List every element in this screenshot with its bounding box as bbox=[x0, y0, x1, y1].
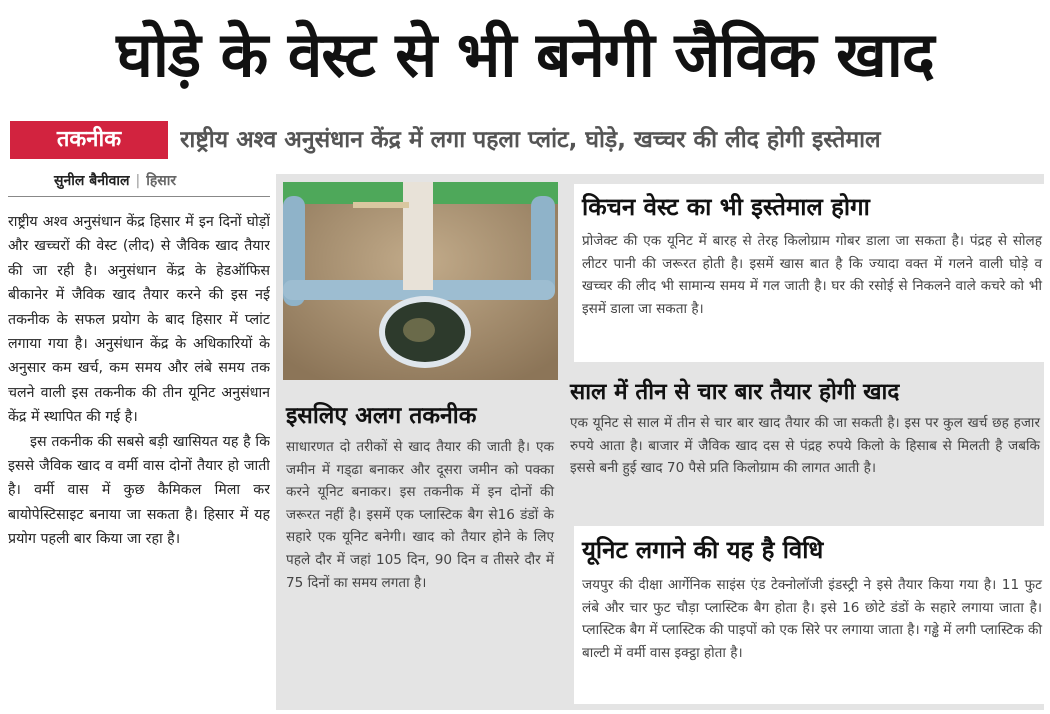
subheadline: राष्ट्रीय अश्व अनुसंधान केंद्र में लगा पहला प्लांट, घोड़े, खच्चर की लीद होगी इस्तेमाल bbox=[180, 127, 881, 153]
sidebar-kitchen-waste bbox=[574, 184, 1050, 362]
byline bbox=[54, 170, 176, 192]
sidebar-body: एक यूनिट से साल में तीन से चार बार खाद तैयार की जा सकती है। इस पर कुल खर्च छह हजार रुपये आता है। बाजार में जैविक खाद दस से पंद्रह रुपये किलो के हिसाब से मिलती है जबकि इससे बनी हुई खाद 70 पैसे प्रति किलोग्राम की लागत आती है। bbox=[570, 415, 1040, 477]
compost-unit-photo bbox=[283, 182, 558, 380]
sidebar-body: जयपुर की दीक्षा आर्गेनिक साइंस एंड टेक्नोलॉजी इंडस्ट्री ने इसे तैयार किया गया है। 11 फुट लंबे और चार फुट चौड़ा प्लास्टिक बैग होता है। इसे 16 छोटे डंडों के सहारे लगाया जाता है। प्लास्टिक बैग में प्लास्टिक की पाइपों को एक सिरे पर लगाया जाता है। गड्ढे में लगी प्लास्टिक की बाल्टी में वर्मी वास इक्ट्ठा होता है। bbox=[582, 577, 1042, 661]
sidebar-title: यूनिट लगाने की यह है विधि bbox=[582, 536, 824, 564]
byline-rule bbox=[8, 196, 270, 197]
sidebar-body: प्रोजेक्ट की एक यूनिट में बारह से तेरह किलोग्राम गोबर डाला जा सकता है। पंद्रह से सोलह लीटर पानी की जरूरत होती है। इसमें खास बात है कि ज्यादा वक्त में गलने वाली घोड़े व खच्चर की लीद भी सामान्य समय में गल जाती है। घर की रसोई से निकलने वाले कचरे को भी इसमें डाला जा सकता है। bbox=[582, 233, 1042, 317]
compost-unit-illustration bbox=[283, 182, 558, 380]
byline-separator: | bbox=[135, 173, 141, 189]
sidebar-different-technique bbox=[284, 396, 556, 704]
sidebar-title: इसलिए अलग तकनीक bbox=[286, 403, 477, 429]
headline: घोड़े के वेस्ट से भी बनेगी जैविक खाद bbox=[116, 18, 934, 91]
main-story bbox=[8, 210, 270, 710]
sidebar-method bbox=[574, 526, 1050, 704]
main-story-paragraph: इस तकनीक की सबसे बड़ी खासियत यह है कि इससे जैविक खाद व वर्मी वास दोनों तैयार हो जाती है। वर्मी वास में कुछ कैमिकल मिला कर बायोपेस्टिसाइट बनाया जा सकता है। हिसार में यह प्रयोग पहली बार किया जा रहा है। bbox=[8, 433, 270, 548]
author-name: सुनील बैनीवाल bbox=[54, 173, 130, 189]
dateline-place: हिसार bbox=[146, 173, 177, 189]
sidebar-title: किचन वेस्ट का भी इस्तेमाल होगा bbox=[582, 193, 870, 221]
sidebar-title: साल में तीन से चार बार तैयार होगी खाद bbox=[570, 379, 900, 405]
sidebar-three-four-times bbox=[566, 372, 1044, 518]
main-story-paragraph: राष्ट्रीय अश्व अनुसंधान केंद्र हिसार में इन दिनों घोड़ों और खच्चरों की वेस्ट (लीद) से जैविक खाद तैयार की जा रही है। अनुसंधान केंद्र के हेडऑफिस बीकानेर में जैविक खाद तैयार करने की इस नई तकनीक के सफल प्रयोग के बाद हिसार में प्लांट लगाया गया है। अनुसंधान केंद्र के अधिकारियों के अनुसार कम खर्च, कम समय और लंबे समय तक चलने वाली इस तकनीक की तीन यूनिट अनुसंधान केंद्र में स्थापित की गई है। bbox=[8, 214, 270, 426]
sidebar-body: साधारणत दो तरीकों से खाद तैयार की जाती है। एक जमीन में गड्‌ढा बनाकर और दूसरा जमीन को पक्का करने यूनिट बनाकर। इस तकनीक में इन दोनों की जरूरत नहीं है। इसमें एक प्लास्टिक बैग से16 डंडों के सहारे एक यूनिट बनेगी। खाद को तैयार होने के लिए पहले दौर में जहां 105 दिन, 90 दिन व तीसरे दौर में 75 दिनों का समय लगता है। bbox=[286, 439, 554, 591]
section-tag: तकनीक bbox=[10, 121, 168, 159]
